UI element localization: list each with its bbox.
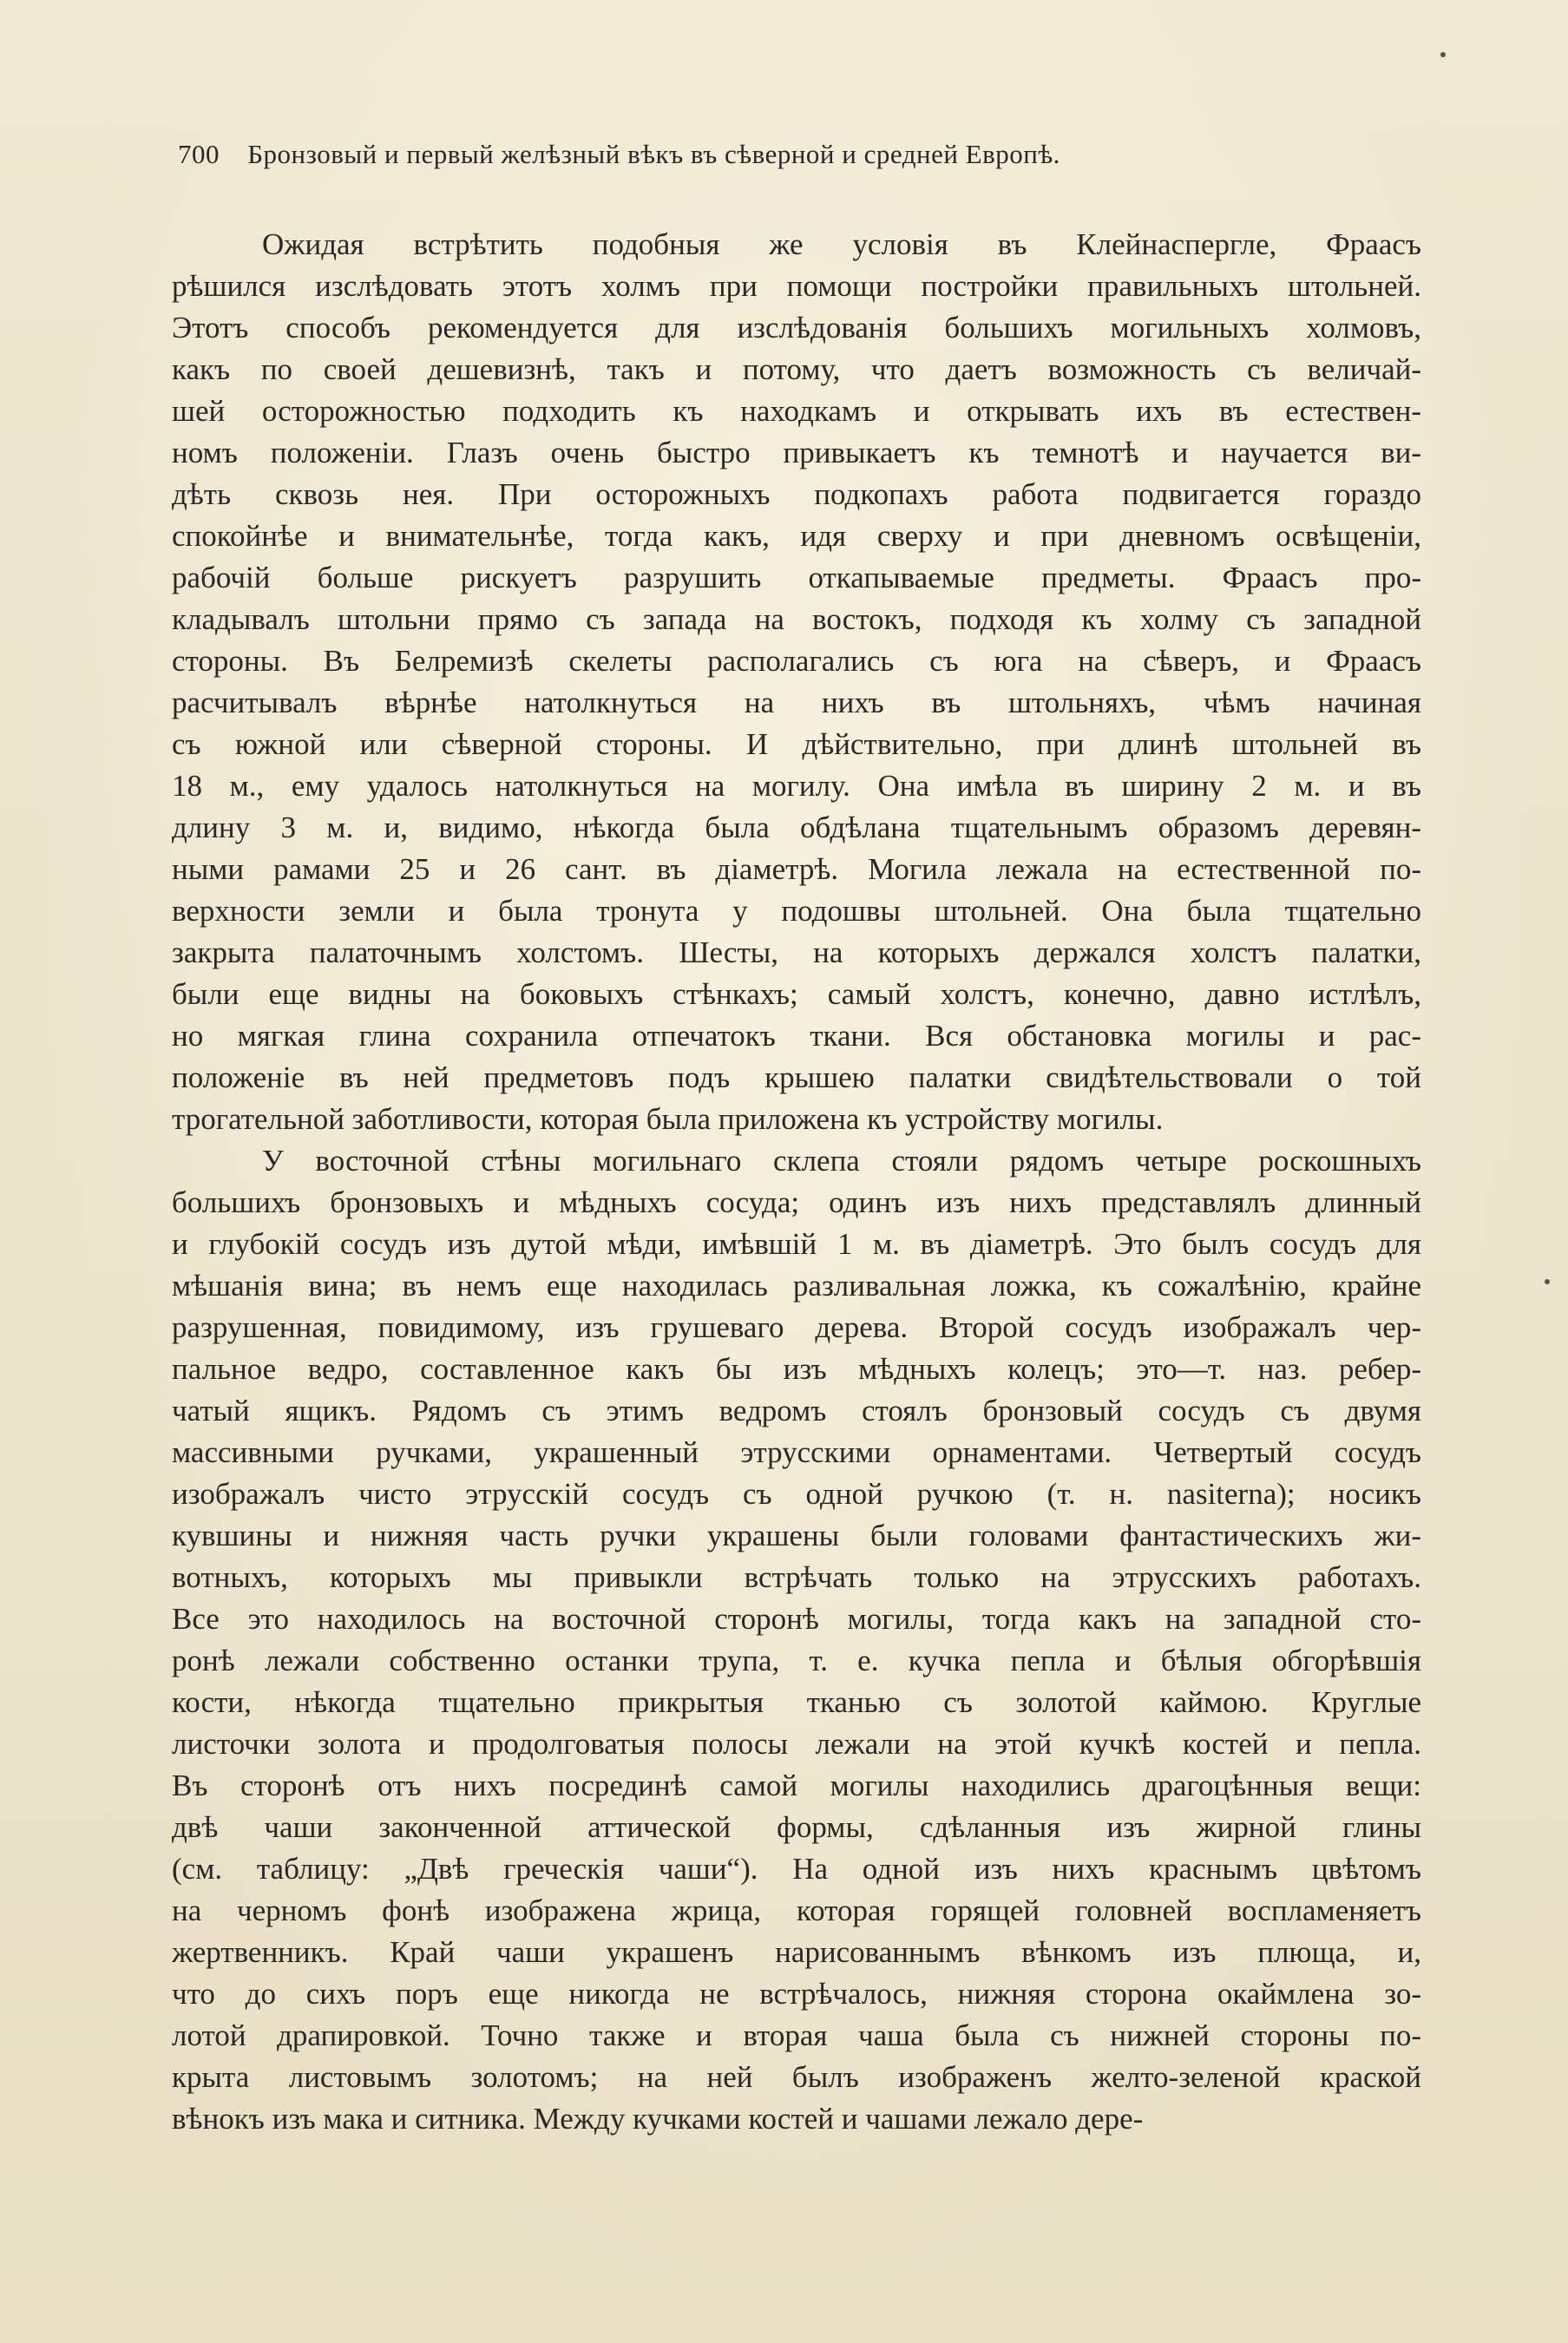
text-line: (см. таблицу: „Двѣ греческія чаши“). На одной изъ нихъ краснымъ цвѣтомъ [172, 1852, 1421, 1886]
running-title: Бронзовый и первый желѣзный вѣкъ въ сѣверной и средней Европѣ. [247, 139, 1060, 169]
text-line: на черномъ фонѣ изображена жрица, которая горящей головней воспламеняетъ [172, 1893, 1421, 1927]
text-line: кости, нѣкогда тщательно прикрытыя тканью съ золотой каймою. Круглые [172, 1685, 1421, 1719]
text-line: массивными ручками, украшенный этрусскими орнаментами. Четвертый сосудъ [172, 1435, 1421, 1469]
text-line: Этотъ способъ рекомендуется для изслѣдованія большихъ могильныхъ холмовъ, [172, 311, 1421, 345]
text-line: стороны. Въ Белремизѣ скелеты располагались съ юга на сѣверъ, и Фраасъ [172, 644, 1421, 678]
text-line: ронѣ лежали собственно останки трупа, т. е. кучка пепла и бѣлыя обгорѣвшія [172, 1644, 1421, 1677]
text-line: спокойнѣе и внимательнѣе, тогда какъ, идя сверху и при дневномъ освѣщеніи, [172, 519, 1421, 553]
paper-speck [1545, 1279, 1550, 1284]
body-text [172, 224, 1421, 2140]
text-line: лотой драпировкой. Точно также и вторая чаша была съ нижней стороны по- [172, 2018, 1421, 2052]
text-line: трогательной заботливости, которая была приложена къ устройству могилы. [172, 1102, 1164, 1136]
text-line: крыта листовымъ золотомъ; на ней былъ изображенъ желто-зеленой краской [172, 2060, 1421, 2094]
page-number: 700 [178, 139, 220, 169]
text-line: У восточной стѣны могильнаго склепа стояли рядомъ четыре роскошныхъ [262, 1144, 1421, 1178]
text-line: мѣшанія вина; въ немъ еще находилась разливальная ложка, къ сожалѣнію, крайне [172, 1269, 1421, 1303]
text-line: положеніе въ ней предметовъ подъ крышею палатки свидѣтельствовали о той [172, 1060, 1421, 1094]
text-line: шей осторожностью подходить къ находкамъ и открывать ихъ въ естествен- [172, 394, 1421, 428]
text-line: жертвенникъ. Край чаши украшенъ нарисованнымъ вѣнкомъ изъ плюща, и, [172, 1935, 1421, 1969]
text-line: дѣть сквозь нея. При осторожныхъ подкопахъ работа подвигается гораздо [172, 477, 1421, 511]
text-line: 18 м., ему удалось натолкнуться на могилу. Она имѣла въ ширину 2 м. и въ [172, 769, 1421, 803]
running-header [178, 139, 1427, 170]
paper-speck [1440, 52, 1446, 57]
text-line: кладывалъ штольни прямо съ запада на востокъ, подходя къ холму съ западной [172, 602, 1421, 636]
text-line: листочки золота и продолговатыя полосы лежали на этой кучкѣ костей и пепла. [172, 1727, 1421, 1761]
text-line: верхности земли и была тронута у подошвы штольней. Она была тщательно [172, 894, 1421, 928]
text-line: и глубокій сосудъ изъ дутой мѣди, имѣвшій 1 м. въ діаметрѣ. Это былъ сосудъ для [172, 1227, 1421, 1261]
text-line: чатый ящикъ. Рядомъ съ этимъ ведромъ стоялъ бронзовый сосудъ съ двумя [172, 1394, 1421, 1427]
text-line: длину 3 м. и, видимо, нѣкогда была обдѣлана тщательнымъ образомъ деревян- [172, 811, 1421, 844]
text-line: были еще видны на боковыхъ стѣнкахъ; самый холстъ, конечно, давно истлѣлъ, [172, 977, 1421, 1011]
text-line: Все это находилось на восточной сторонѣ могилы, тогда какъ на западной сто- [172, 1602, 1421, 1636]
text-line: съ южной или сѣверной стороны. И дѣйствительно, при длинѣ штольней въ [172, 727, 1421, 761]
text-line: разрушенная, повидимому, изъ грушеваго дерева. Второй сосудъ изображалъ чер- [172, 1310, 1421, 1344]
text-line: вотныхъ, которыхъ мы привыкли встрѣчать только на этрусскихъ работахъ. [172, 1560, 1421, 1594]
text-line: большихъ бронзовыхъ и мѣдныхъ сосуда; одинъ изъ нихъ представлялъ длинный [172, 1185, 1421, 1219]
text-line: какъ по своей дешевизнѣ, такъ и потому, что даетъ возможность съ величай- [172, 352, 1421, 386]
text-line: что до сихъ поръ еще никогда не встрѣчалось, нижняя сторона окаймлена зо- [172, 1977, 1421, 2011]
text-line: кувшины и нижняя часть ручки украшены были головами фантастическихъ жи- [172, 1519, 1421, 1552]
text-line: расчитывалъ вѣрнѣе натолкнуться на нихъ въ штольняхъ, чѣмъ начиная [172, 686, 1421, 719]
text-line: рабочій больше рискуетъ разрушить откапываемые предметы. Фраасъ про- [172, 561, 1421, 594]
text-line: ными рамами 25 и 26 сант. въ діаметрѣ. Могила лежала на естественной по- [172, 852, 1421, 886]
text-line: Въ сторонѣ отъ нихъ посрединѣ самой могилы находились драгоцѣнныя вещи: [172, 1769, 1421, 1802]
text-line: но мягкая глина сохранила отпечатокъ ткани. Вся обстановка могилы и рас- [172, 1019, 1421, 1053]
text-line: Ожидая встрѣтить подобныя же условія въ Клейнаспергле, Фраасъ [262, 227, 1421, 261]
text-line: изображалъ чисто этрусскій сосудъ съ одной ручкою (т. н. nasiterna); носикъ [172, 1477, 1421, 1511]
text-line: двѣ чаши законченной аттической формы, сдѣланныя изъ жирной глины [172, 1810, 1421, 1844]
text-line: рѣшился изслѣдовать этотъ холмъ при помощи постройки правильныхъ штольней. [172, 269, 1421, 303]
text-line: номъ положеніи. Глазъ очень быстро привыкаетъ къ темнотѣ и научается ви- [172, 436, 1421, 469]
text-line: закрыта палаточнымъ холстомъ. Шесты, на которыхъ держался холстъ палатки, [172, 935, 1421, 969]
text-line: вѣнокъ изъ мака и ситника. Между кучками костей и чашами лежало дере- [172, 2102, 1144, 2136]
paragraph [172, 224, 1421, 1140]
text-line: пальное ведро, составленное какъ бы изъ мѣдныхъ колецъ; это—т. наз. ребер- [172, 1352, 1421, 1386]
paragraph [172, 1140, 1421, 2140]
